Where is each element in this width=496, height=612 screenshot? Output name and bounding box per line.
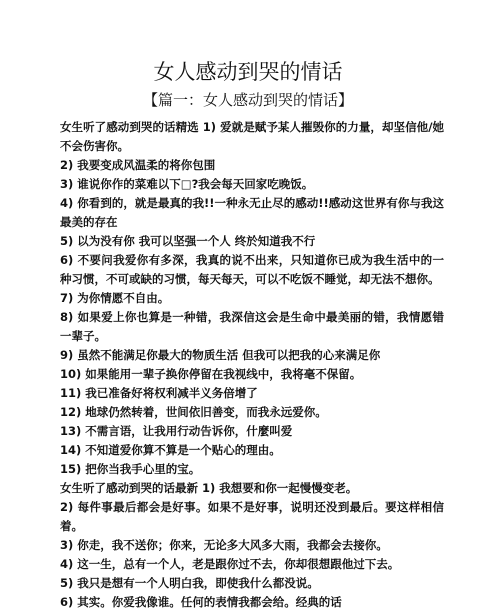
paragraph: 12) 地球仍然转着，世间依旧善变，而我永远爱你。 xyxy=(60,405,327,419)
paragraph: 4) 你看到的，就是最真的我!!一种永无止尽的感动!!感动这世界有你与我这最美的存在 xyxy=(60,196,444,229)
paragraph: 8) 如果爱上你也算是一种错，我深信这会是生命中最美丽的错，我情愿错一辈子。 xyxy=(60,310,444,343)
paragraph: 6) 其实。你爱我像谁。任何的表情我都会给。经典的话 xyxy=(60,595,342,609)
section-heading: 【篇一：女人感动到哭的情话】 xyxy=(142,91,353,109)
paragraph: 5) 我只是想有一个人明白我，即使我什么都没说。 xyxy=(60,576,319,590)
paragraph: 3) 你走，我不送你；你来，无论多大风多大雨，我都会去接你。 xyxy=(60,538,388,552)
body-text xyxy=(60,118,444,612)
paragraph: 女生听了感动到哭的话最新 1) 我想要和你一起慢慢变老。 xyxy=(60,481,358,495)
paragraph: 3) 谁说你作的菜难以下□?我会每天回家吃晚饭。 xyxy=(60,177,314,191)
paragraph: 11) 我已准备好将权利减半义务倍增了 xyxy=(60,386,258,400)
paragraph: 5) 以为没有你 我可以坚强一个人 终於知道我不行 xyxy=(60,234,316,248)
paragraph: 女生听了感动到哭的话精选 1) 爱就是赋予某人摧毁你的力量，却坚信他/她不会伤害你。 xyxy=(60,120,444,153)
paragraph: 14) 不知道爱你算不算是一个贴心的理由。 xyxy=(60,443,281,457)
paragraph: 13) 不需言语，让我用行动告诉你，什麼叫爱 xyxy=(60,424,293,438)
page-title: 女人感动到哭的情话 xyxy=(153,60,343,84)
paragraph: 15) 把你当我手心里的宝。 xyxy=(60,462,201,476)
paragraph: 6) 不要问我爱你有多深，我真的说不出来，只知道你已成为我生活中的一种习惯，不可或缺的习惯，每天每天，可以不吃饭不睡觉，却无法不想你。 xyxy=(60,253,444,286)
paragraph: 9) 虽然不能满足你最大的物质生活 但我可以把我的心来满足你 xyxy=(60,348,381,362)
paragraph: 7) 为你情愿不自由。 xyxy=(60,291,170,305)
paragraph: 2) 我要变成风温柔的将你包围 xyxy=(60,158,216,172)
paragraph: 4) 这一生，总有一个人，老是跟你过不去，你却很想跟他过下去。 xyxy=(60,557,400,571)
paragraph: 10) 如果能用一辈子换你停留在我视线中，我将毫不保留。 xyxy=(60,367,362,381)
paragraph: 2) 每件事最后都会是好事。如果不是好事，说明还没到最后。要这样相信着。 xyxy=(60,500,444,533)
